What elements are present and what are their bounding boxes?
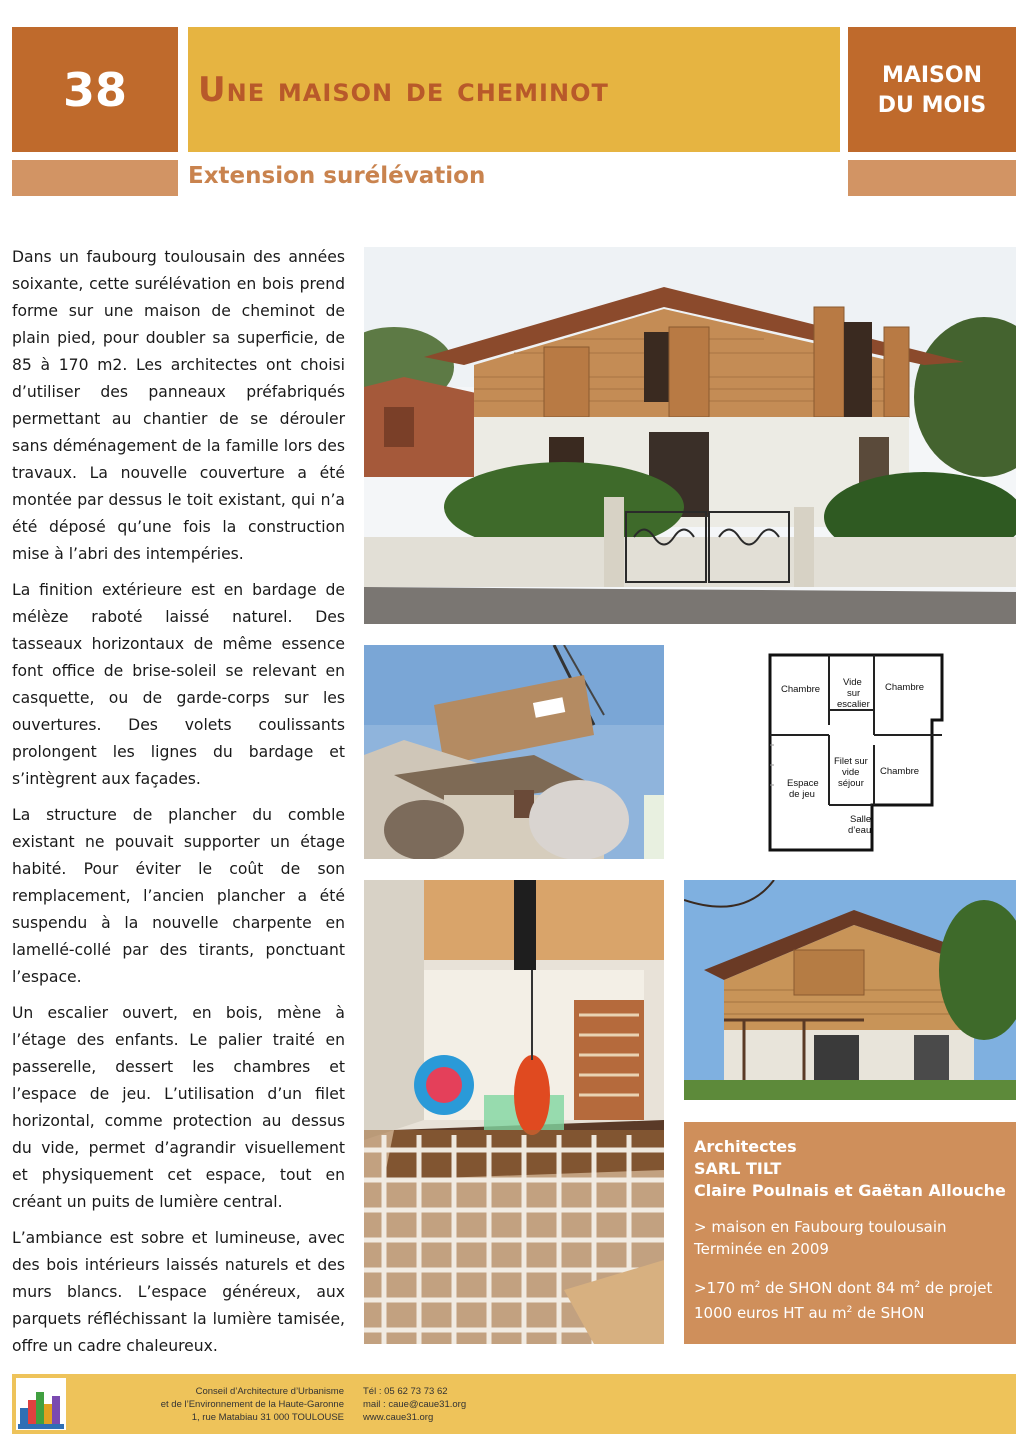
category-line-2: DU MOIS (877, 93, 987, 118)
article-body (12, 244, 345, 1369)
footer-mail[interactable]: mail : caue@caue31.org (363, 1399, 467, 1410)
project-completion: Terminée en 2009 (694, 1240, 829, 1258)
paragraph-1: Dans un faubourg toulousain des années soixante, cette surélévation en bois prend forme sur une maison de cheminot de plain pied, pour doubler sa superficie, de 85 à 170 m2. Les architectes ont choisi d’utiliser des panneaux préfabriqués permettant au chantier de se dérouler sans déménagement de la famille lors des travaux. La nouvelle couverture a été montée par dessus le toit existant, qui n’a été déposé qu’une fois la construction mise à l’abri des intempéries. (12, 248, 345, 563)
subtitle-bar-left (12, 160, 178, 196)
photo-construction-panel (364, 645, 664, 859)
footer-address (90, 1385, 344, 1424)
project-description (694, 1216, 1006, 1260)
architects-heading: Architectes (694, 1137, 797, 1156)
floor-plan (684, 645, 1016, 859)
category-badge (848, 27, 1016, 152)
plan-label-vide-3: escalier (837, 699, 870, 710)
footer-org-line-1: Conseil d’Architecture d’Urbanisme (195, 1386, 344, 1397)
paragraph-2: La finition extérieure est en bardage de mélèze raboté laissé naturel. Des tasseaux horizontaux de même essence font office de brise-soleil se relevant en casquette, ou de garde-corps sur les ouvertures. Des volets coulissants prolongent les lignes du bardage et s’intègrent aux façades. (12, 581, 345, 788)
plan-label-vide-1: Vide (843, 677, 862, 688)
issue-number: 38 (12, 27, 178, 152)
footer-org-line-3: 1, rue Matabiau 31 000 TOULOUSE (191, 1412, 344, 1423)
architects-firm: SARL TILT (694, 1159, 782, 1178)
photo-interior-net (364, 880, 664, 1344)
project-area: >170 $m^2$ de SHON dont 84 $m^2$ de projet (694, 1279, 993, 1297)
plan-label-filet-1: Filet sur (834, 756, 868, 767)
paragraph-5: L’ambiance est sobre et lumineuse, avec des bois intérieurs laissés naturels et des murs blancs. L’espace généreux, aux parquets réfléchissant la lumière tamisée, offre un cadre chaleureux. (12, 1229, 345, 1355)
footer-org-line-2: et de l’Environnement de la Haute-Garonne (160, 1399, 344, 1410)
floor-plan-drawing (684, 645, 1016, 859)
paragraph-4: Un escalier ouvert, en bois, mène à l’étage des enfants. Le palier traité en passerelle, dessert les chambres et l’espace de jeu. L’utilisation d’un filet horizontal, comme protection au dessus du vide, permet d’agrandir visuellement et physiquement cet espace, tout en créant un puits de lumière central. (12, 1004, 345, 1211)
photo-house-exterior (364, 247, 1016, 624)
plan-label-chambre-2: Chambre (885, 682, 925, 693)
plan-label-filet-3: séjour (838, 778, 864, 789)
page-subtitle: Extension surélévation (188, 163, 486, 189)
architects-box (684, 1122, 1016, 1344)
paragraph-3: La structure de plancher du comble existant ne pouvait supporter un étage habité. Pour éviter le coût de son remplacement, l’ancien plancher a été suspendu à la nouvelle charpente en lamellé-collé par des tirants, ponctuant l’espace. (12, 806, 345, 986)
plan-label-vide-2: sur (847, 688, 861, 699)
footer-website[interactable]: www.caue31.org (363, 1412, 434, 1423)
plan-label-salle-1: Salle (850, 814, 872, 825)
title-banner (188, 27, 840, 152)
photo-house-garden (684, 880, 1016, 1100)
plan-label-espace-1: Espace (787, 778, 819, 789)
plan-label-filet-2: vide (842, 767, 860, 778)
plan-label-chambre-3: Chambre (880, 766, 920, 777)
caue-logo (16, 1378, 66, 1430)
subtitle-bar-right (848, 160, 1016, 196)
project-location: > maison en Faubourg toulousain (694, 1218, 947, 1236)
plan-label-chambre-1: Chambre (781, 684, 821, 695)
project-cost: 1000 euros HT au $m^2$ de SHON (694, 1304, 925, 1322)
footer-tel: Tél : 05 62 73 73 62 (363, 1386, 448, 1397)
page-title: Une maison de cheminot (198, 69, 609, 110)
footer-contact (363, 1385, 563, 1424)
plan-label-salle-2: d’eau (848, 825, 872, 836)
plan-label-espace-2: de jeu (789, 789, 815, 800)
category-line-1: MAISON (881, 63, 983, 88)
project-figures (694, 1274, 1006, 1324)
architects-names: Claire Poulnais et Gaëtan Allouche (694, 1181, 1006, 1200)
